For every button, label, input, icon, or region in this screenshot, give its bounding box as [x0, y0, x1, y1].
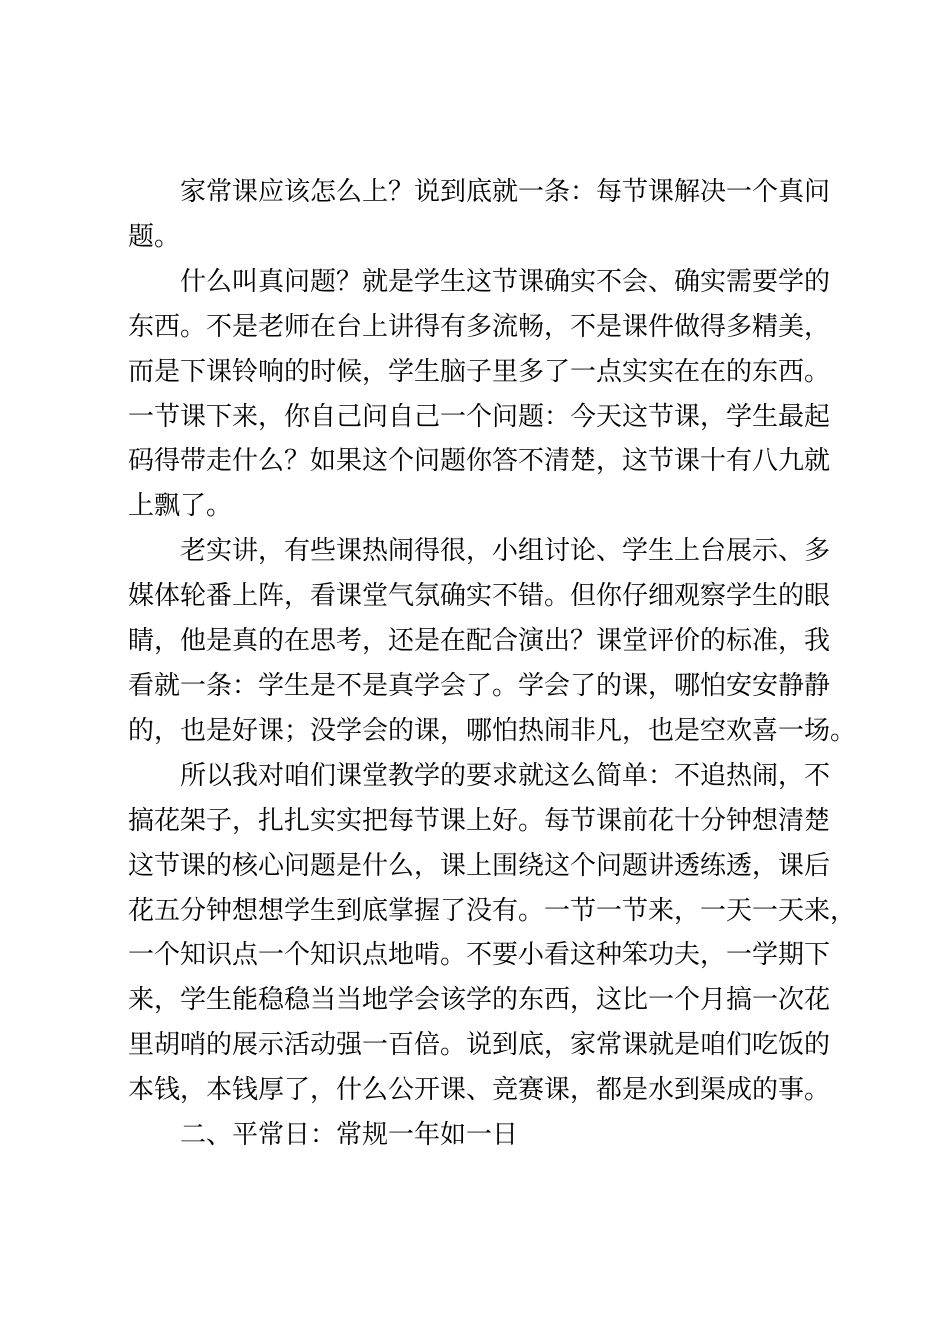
text-line: 码得带走什么？如果这个问题你答不清楚，这节课十有八九就 — [128, 446, 831, 477]
text-line: 里胡哨的展示活动强一百倍。说到底，家常课就是咱们吃饭的 — [128, 1030, 831, 1061]
text-line: 一个知识点一个知识点地啃。不要小看这种笨功夫，一学期下 — [128, 940, 831, 971]
text-line: 睛，他是真的在思考，还是在配合演出？课堂评价的标准，我 — [128, 626, 831, 657]
paragraph-1 — [128, 170, 848, 260]
text-line: 搞花架子，扎扎实实把每节课上好。每节课前花十分钟想清楚 — [128, 805, 831, 836]
paragraph-2 — [128, 260, 848, 529]
text-line: 上飘了。 — [128, 491, 233, 522]
text-line: 老实讲，有些课热闹得很，小组讨论、学生上台展示、多 — [180, 536, 831, 567]
text-line: 花五分钟想想学生到底掌握了没有。一节一节来，一天一天来， — [128, 895, 857, 926]
text-line: 一节课下来，你自己问自己一个问题：今天这节课，学生最起 — [128, 401, 831, 432]
paragraph-3 — [128, 529, 857, 754]
text-line: 题。 — [128, 221, 181, 252]
text-line: 看就一条：学生是不是真学会了。学会了的课，哪怕安安静静 — [128, 670, 831, 701]
text-line: 而是下课铃响的时候，学生脑子里多了一点实实在在的东西。 — [128, 356, 831, 387]
text-line: 东西。不是老师在台上讲得有多流畅，不是课件做得多精美， — [128, 311, 831, 342]
text-line: 媒体轮番上阵，看课堂气氛确实不错。但你仔细观察学生的眼 — [128, 581, 831, 612]
text-line: 这节课的核心问题是什么，课上围绕这个问题讲透练透，课后 — [128, 850, 831, 881]
text-line: 的，也是好课；没学会的课，哪怕热闹非凡，也是空欢喜一场。 — [128, 715, 857, 746]
section-heading — [128, 1113, 848, 1158]
text-line: 家常课应该怎么上？说到底就一条：每节课解决一个真问 — [180, 177, 831, 207]
text-line: 所以我对咱们课堂教学的要求就这么简单：不追热闹，不 — [180, 760, 831, 791]
paragraph-4 — [128, 754, 857, 1113]
text-line: 什么叫真问题？就是学生这节课确实不会、确实需要学的 — [180, 266, 831, 297]
section-heading-text: 二、平常日：常规一年如一日 — [180, 1120, 519, 1151]
text-line: 来，学生能稳稳当当地学会该学的东西，这比一个月搞一次花 — [128, 985, 831, 1016]
document-body — [128, 170, 857, 1158]
text-line: 本钱，本钱厚了，什么公开课、竞赛课，都是水到渠成的事。 — [128, 1075, 831, 1106]
